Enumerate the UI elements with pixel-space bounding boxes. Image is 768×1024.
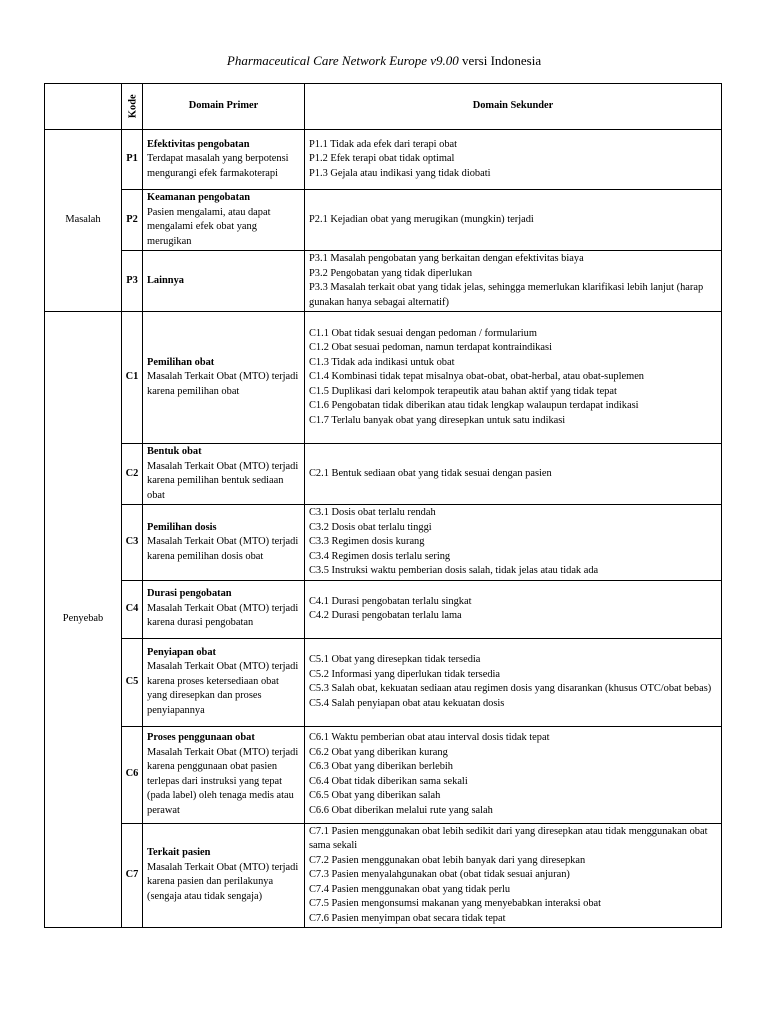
secondary-item: C3.5 Instruksi waktu pemberian dosis salah, tidak jelas atau tidak ada bbox=[309, 565, 599, 576]
secondary-item: C6.1 Waktu pemberian obat atau interval dosis tidak tepat bbox=[309, 732, 550, 743]
secondary-item: P3.2 Pengobatan yang tidak diperlukan bbox=[309, 267, 473, 279]
domain-description: Pasien mengalami, atau dapat mengalami efek obat yang merugikan bbox=[147, 206, 271, 247]
secondary-item: C1.3 Tidak ada indikasi untuk obat bbox=[309, 356, 455, 368]
domain-description: Terdapat masalah yang berpotensi mengurangi efek farmakoterapi bbox=[147, 153, 289, 179]
domain-sekunder-cell bbox=[305, 505, 722, 581]
table-row bbox=[45, 638, 722, 726]
domain-sekunder-cell bbox=[305, 444, 722, 505]
table-row bbox=[45, 823, 722, 928]
table-row bbox=[45, 726, 722, 823]
row-code: C3 bbox=[122, 505, 143, 581]
domain-primer-cell bbox=[143, 312, 305, 444]
secondary-item: C7.6 Pasien menyimpan obat secara tidak tepat bbox=[309, 912, 506, 924]
secondary-item: P1.2 Efek terapi obat tidak optimal bbox=[309, 153, 455, 165]
secondary-item: C7.4 Pasien menggunakan obat yang tidak perlu bbox=[309, 883, 511, 895]
secondary-item: C7.3 Pasien menyalahgunakan obat (obat tidak sesuai anjuran) bbox=[309, 869, 570, 880]
table-row bbox=[45, 251, 722, 312]
secondary-item: C5.1 Obat yang diresepkan tidak tersedia bbox=[309, 654, 481, 665]
row-code: P1 bbox=[122, 130, 143, 190]
title-italic: Pharmaceutical Care Network Europe v9.00 bbox=[226, 53, 459, 68]
domain-name: Lainnya bbox=[147, 274, 184, 286]
secondary-item: C7.2 Pasien menggunakan obat lebih banyak dari yang diresepkan bbox=[309, 854, 586, 866]
header-section-cell bbox=[45, 84, 122, 130]
domain-primer-cell bbox=[143, 726, 305, 823]
domain-sekunder-cell bbox=[305, 638, 722, 726]
domain-name: Pemilihan obat bbox=[147, 356, 215, 368]
row-code: C7 bbox=[122, 823, 143, 928]
domain-sekunder-cell bbox=[305, 823, 722, 928]
secondary-item: C4.2 Durasi pengobatan terlalu lama bbox=[309, 610, 462, 621]
domain-description: Masalah Terkait Obat (MTO) terjadi karena pemilihan bentuk sediaan obat bbox=[147, 460, 299, 501]
section-penyebab: Penyebab bbox=[45, 312, 122, 928]
domain-name: Penyiapan obat bbox=[147, 646, 216, 658]
domain-name: Pemilihan dosis bbox=[147, 521, 217, 533]
domain-primer-cell bbox=[143, 444, 305, 505]
secondary-item: C1.2 Obat sesuai pedoman, namun terdapat kontraindikasi bbox=[309, 342, 552, 354]
domain-sekunder-cell bbox=[305, 190, 722, 251]
domain-name: Efektivitas pengobatan bbox=[147, 138, 250, 150]
domain-primer-cell bbox=[143, 190, 305, 251]
domain-sekunder-cell bbox=[305, 130, 722, 190]
title-plain: versi Indonesia bbox=[458, 53, 542, 68]
domain-sekunder-cell bbox=[305, 580, 722, 638]
row-code: C1 bbox=[122, 312, 143, 444]
pcne-table bbox=[44, 83, 722, 928]
domain-name: Durasi pengobatan bbox=[147, 588, 232, 600]
table-row bbox=[45, 580, 722, 638]
row-code: C2 bbox=[122, 444, 143, 505]
secondary-item: C1.6 Pengobatan tidak diberikan atau tidak lengkap walaupun terdapat indikasi bbox=[309, 400, 639, 412]
secondary-item: C3.1 Dosis obat terlalu rendah bbox=[309, 507, 436, 518]
domain-primer-cell bbox=[143, 580, 305, 638]
secondary-item: C3.4 Regimen dosis terlalu sering bbox=[309, 550, 451, 562]
secondary-item: C2.1 Bentuk sediaan obat yang tidak sesuai dengan pasien bbox=[309, 467, 552, 479]
secondary-item: C3.2 Dosis obat terlalu tinggi bbox=[309, 521, 432, 533]
domain-sekunder-cell bbox=[305, 312, 722, 444]
secondary-item: C4.1 Durasi pengobatan terlalu singkat bbox=[309, 595, 472, 607]
domain-description: Masalah Terkait Obat (MTO) terjadi karena durasi pengobatan bbox=[147, 602, 299, 629]
domain-primer-cell bbox=[143, 823, 305, 928]
table-row bbox=[45, 190, 722, 251]
domain-sekunder-cell bbox=[305, 251, 722, 312]
row-code: P3 bbox=[122, 251, 143, 312]
page-title bbox=[0, 53, 768, 69]
header-primer: Domain Primer bbox=[143, 84, 305, 130]
secondary-item: C6.6 Obat diberikan melalui rute yang salah bbox=[309, 804, 493, 816]
domain-description: Masalah Terkait Obat (MTO) terjadi karena proses ketersediaan obat yang diresepkan dan proses penyiapannya bbox=[147, 661, 299, 716]
secondary-item: C5.2 Informasi yang diperlukan tidak tersedia bbox=[309, 668, 501, 680]
table-row bbox=[45, 505, 722, 581]
domain-primer-cell bbox=[143, 638, 305, 726]
secondary-item: C7.5 Pasien mengonsumsi makanan yang menyebabkan interaksi obat bbox=[309, 898, 602, 909]
domain-name: Keamanan pengobatan bbox=[147, 192, 251, 203]
domain-description: Masalah Terkait Obat (MTO) terjadi karena pemilihan obat bbox=[147, 371, 299, 397]
table-row bbox=[45, 130, 722, 190]
secondary-item: C1.4 Kombinasi tidak tepat misalnya obat-obat, obat-herbal, atau obat-suplemen bbox=[309, 371, 645, 383]
domain-primer-cell bbox=[143, 505, 305, 581]
secondary-item: C1.7 Terlalu banyak obat yang diresepkan untuk satu indikasi bbox=[309, 414, 566, 426]
domain-description: Masalah Terkait Obat (MTO) terjadi karena pemilihan dosis obat bbox=[147, 536, 299, 562]
secondary-item: C6.3 Obat yang diberikan berlebih bbox=[309, 761, 453, 772]
secondary-item: P1.1 Tidak ada efek dari terapi obat bbox=[309, 138, 458, 150]
domain-sekunder-cell bbox=[305, 726, 722, 823]
domain-primer-cell bbox=[143, 251, 305, 312]
secondary-item: C1.1 Obat tidak sesuai dengan pedoman / formularium bbox=[309, 327, 537, 339]
section-masalah: Masalah bbox=[45, 130, 122, 312]
domain-description: Masalah Terkait Obat (MTO) terjadi karena pasien dan perilakunya (sengaja atau tidak sengaja) bbox=[147, 861, 299, 902]
row-code: P2 bbox=[122, 190, 143, 251]
secondary-item: P3.1 Masalah pengobatan yang berkaitan dengan efektivitas biaya bbox=[309, 253, 584, 264]
secondary-item: C6.2 Obat yang diberikan kurang bbox=[309, 746, 448, 758]
domain-description: Masalah Terkait Obat (MTO) terjadi karena penggunaan obat pasien terlepas dari instruksi yang tepat (pada label) oleh tenaga medis atau perawat bbox=[147, 746, 299, 816]
row-code: C6 bbox=[122, 726, 143, 823]
domain-name: Proses penggunaan obat bbox=[147, 732, 255, 743]
secondary-item: C1.5 Duplikasi dari kelompok terapeutik atau bahan aktif yang tidak tepat bbox=[309, 385, 617, 397]
header-kode: Kode bbox=[122, 84, 143, 130]
table-body bbox=[45, 130, 722, 928]
secondary-item: P1.3 Gejala atau indikasi yang tidak diobati bbox=[309, 167, 491, 179]
row-code: C4 bbox=[122, 580, 143, 638]
secondary-item: P3.3 Masalah terkait obat yang tidak jelas, sehingga memerlukan klarifikasi lebih lanjut (harap gunakan hanya sebagai alternatif) bbox=[309, 282, 704, 308]
secondary-item: C6.4 Obat tidak diberikan sama sekali bbox=[309, 775, 468, 787]
secondary-item: C3.3 Regimen dosis kurang bbox=[309, 536, 425, 547]
table-row bbox=[45, 444, 722, 505]
secondary-item: C5.3 Salah obat, kekuatan sediaan atau regimen dosis yang disarankan (khusus OTC/obat bebas) bbox=[309, 683, 712, 694]
table-row bbox=[45, 312, 722, 444]
secondary-item: C5.4 Salah penyiapan obat atau kekuatan dosis bbox=[309, 697, 505, 709]
domain-name: Terkait pasien bbox=[147, 847, 211, 859]
secondary-item: C7.1 Pasien menggunakan obat lebih sedikit dari yang diresepkan atau tidak menggunakan obat sama sekali bbox=[309, 825, 708, 851]
secondary-item: P2.1 Kejadian obat yang merugikan (mungkin) terjadi bbox=[309, 213, 534, 225]
header-sekunder: Domain Sekunder bbox=[305, 84, 722, 130]
domain-name: Bentuk obat bbox=[147, 446, 202, 457]
row-code: C5 bbox=[122, 638, 143, 726]
secondary-item: C6.5 Obat yang diberikan salah bbox=[309, 790, 441, 801]
header-row bbox=[45, 84, 722, 130]
domain-primer-cell bbox=[143, 130, 305, 190]
